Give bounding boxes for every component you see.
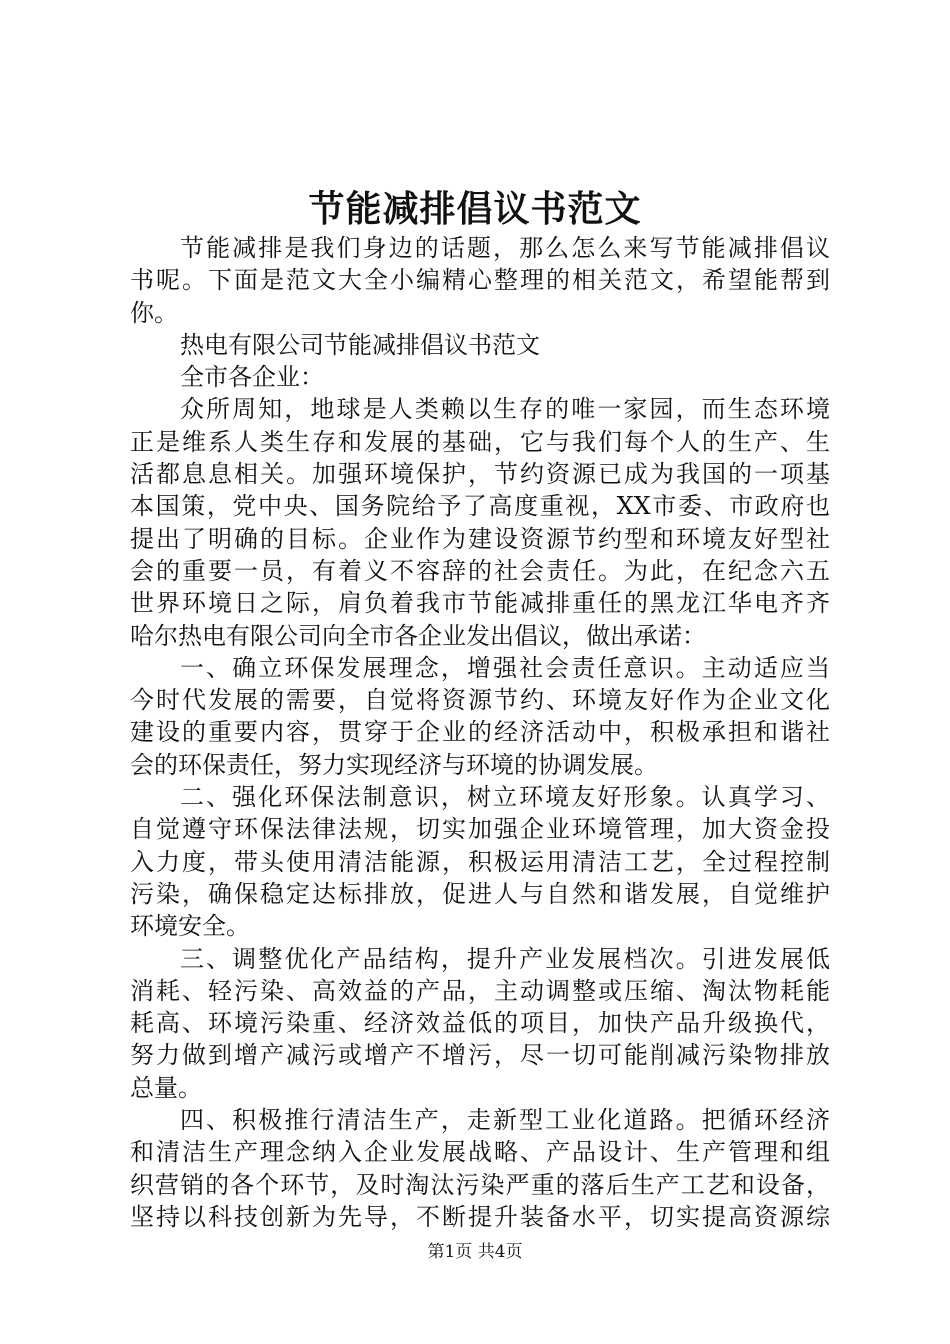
- text-line: 环境安全。: [130, 912, 250, 941]
- text-line: 入力度，带头使用清洁能源，积极运用清洁工艺，全过程控制: [130, 847, 830, 876]
- text-line: 哈尔热电有限公司向全市各企业发出倡议，做出承诺：: [130, 621, 706, 650]
- text-line: 总量。: [130, 1073, 202, 1102]
- page-number-footer: 第1页 共4页: [427, 1242, 523, 1262]
- text-line: 自觉遵守环保法律法规，切实加强企业环境管理，加大资金投: [130, 815, 830, 844]
- text-line: 一、确立环保发展理念，增强社会责任意识。主动适应当: [180, 653, 830, 682]
- text-line: 你。: [130, 298, 178, 327]
- text-line: 二、强化环保法制意识，树立环境友好形象。认真学习、: [180, 783, 830, 812]
- text-line: 活都息息相关。加强环境保护，节约资源已成为我国的一项基: [130, 460, 830, 489]
- text-line: 四、积极推行清洁生产，走新型工业化道路。把循环经济: [180, 1106, 830, 1135]
- text-line: 织营销的各个环节，及时淘汰污染严重的落后生产工艺和设备，: [130, 1170, 830, 1199]
- subtitle-line: 热电有限公司节能减排倡议书范文: [180, 330, 540, 359]
- text-line: 污染，确保稳定达标排放，促进人与自然和谐发展，自觉维护: [130, 879, 830, 908]
- text-line: 努力做到增产减污或增产不增污，尽一切可能削减污染物排放: [130, 1041, 830, 1070]
- text-line: 会的重要一员，有着义不容辞的社会责任。为此，在纪念六五: [130, 556, 830, 585]
- text-line: 和清洁生产理念纳入企业发展战略、产品设计、生产管理和组: [130, 1138, 830, 1167]
- salutation-line: 全市各企业：: [180, 363, 324, 392]
- text-line: 三、调整优化产品结构，提升产业发展档次。引进发展低: [180, 944, 830, 973]
- text-line: 本国策，党中央、国务院给予了高度重视，XX市委、市政府也: [130, 492, 830, 521]
- text-line: 建设的重要内容，贯穿于企业的经济活动中，积极承担和谐社: [130, 718, 830, 747]
- text-line: 众所周知，地球是人类赖以生存的唯一家园，而生态环境: [180, 395, 830, 424]
- text-line: 节能减排是我们身边的话题，那么怎么来写节能减排倡议: [180, 234, 830, 262]
- text-line: 书呢。下面是范文大全小编精心整理的相关范文，希望能帮到: [130, 266, 830, 295]
- document-title: 节能减排倡议书范文: [308, 188, 642, 230]
- document-body: [130, 232, 830, 1233]
- text-line: 耗高、环境污染重、经济效益低的项目，加快产品升级换代，: [130, 1009, 830, 1038]
- text-line: 世界环境日之际，肩负着我市节能减排重任的黑龙江华电齐齐: [130, 589, 830, 618]
- text-line: 消耗、轻污染、高效益的产品，主动调整或压缩、淘汰物耗能: [130, 976, 830, 1005]
- text-line: 坚持以科技创新为先导，不断提升装备水平，切实提高资源综: [130, 1202, 830, 1231]
- text-line: 今时代发展的需要，自觉将资源节约、环境友好作为企业文化: [130, 686, 830, 715]
- text-line: 提出了明确的目标。企业作为建设资源节约型和环境友好型社: [130, 524, 830, 553]
- text-line: 会的环保责任，努力实现经济与环境的协调发展。: [130, 750, 658, 779]
- text-line: 正是维系人类生存和发展的基础，它与我们每个人的生产、生: [130, 427, 830, 456]
